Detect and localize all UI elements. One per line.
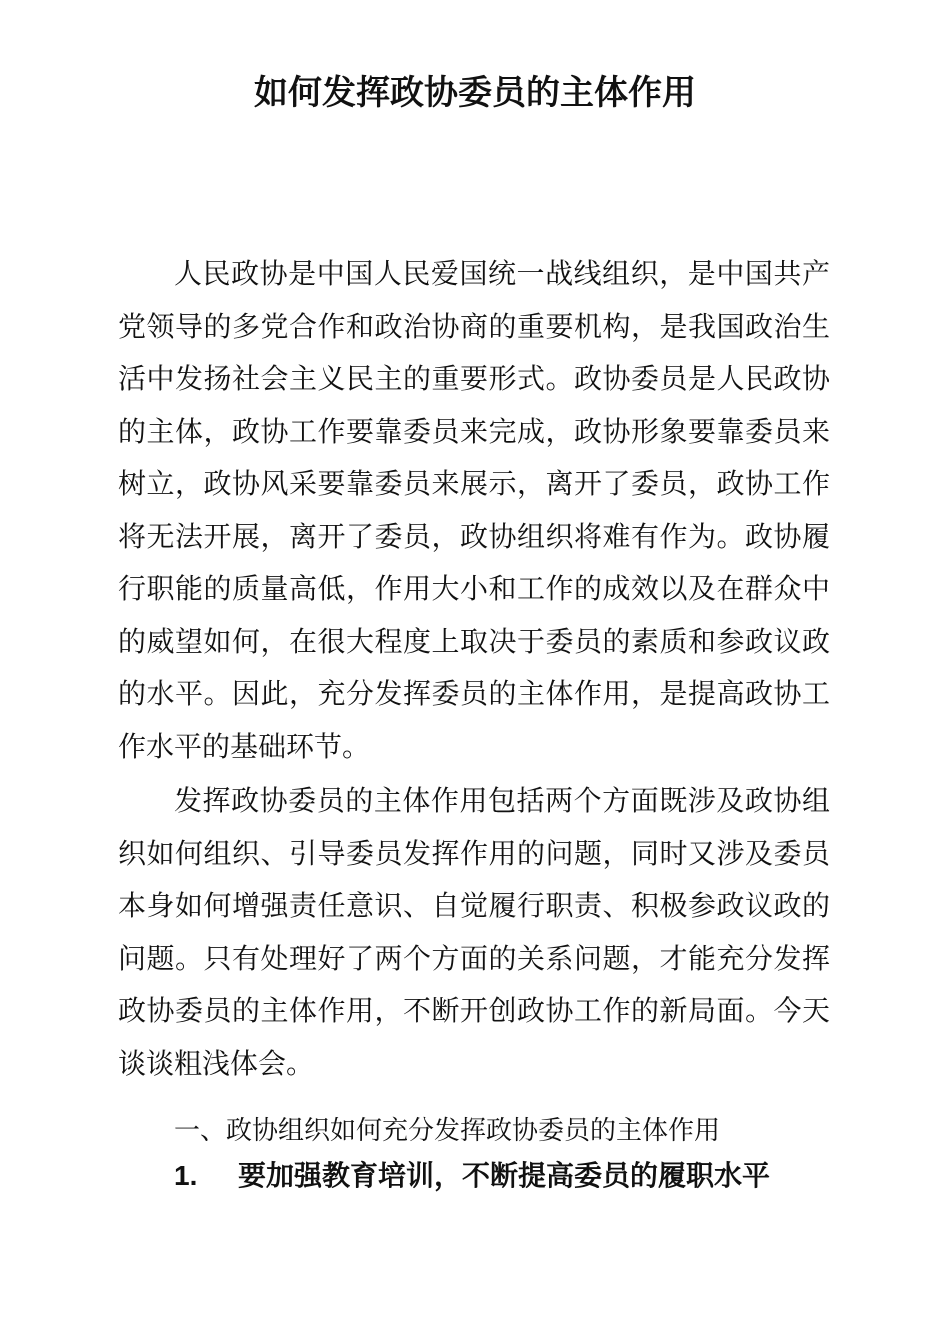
paragraph-2: 发挥政协委员的主体作用包括两个方面既涉及政协组织如何组织、引导委员发挥作用的问题，同时又涉及委员本身如何增强责任意识、自觉履行职责、积极参政议政的问题。只有处理好了两个方面的关系问题，才能充分发挥政协委员的主体作用，不断开创政协工作的新局面。今天谈谈粗浅体会。 xyxy=(118,784,830,1080)
sub-heading-number: 1. xyxy=(174,1160,198,1191)
section-heading: 一、政协组织如何充分发挥政协委员的主体作用 xyxy=(174,1116,721,1146)
sub-heading xyxy=(174,1155,770,1197)
document-title: 如何发挥政协委员的主体作用 xyxy=(254,73,696,113)
paragraph-1: 人民政协是中国人民爱国统一战线组织，是中国共产党领导的多党合作和政治协商的重要机构，是我国政治生活中发扬社会主义民主的重要形式。政协委员是人民政协的主体，政协工作要靠委员来完成，政协形象要靠委员来树立，政协风采要靠委员来展示，离开了委员，政协工作将无法开展，离开了委员，政协组织将难有作为。政协履行职能的质量高低，作用大小和工作的成效以及在群众中的威望如何，在很大程度上取决于委员的素质和参政议政的水平。因此，充分发挥委员的主体作用，是提高政协工作水平的基础环节。 xyxy=(118,257,830,763)
sub-heading-text: 要加强教育培训，不断提高委员的履职水平 xyxy=(238,1159,771,1192)
